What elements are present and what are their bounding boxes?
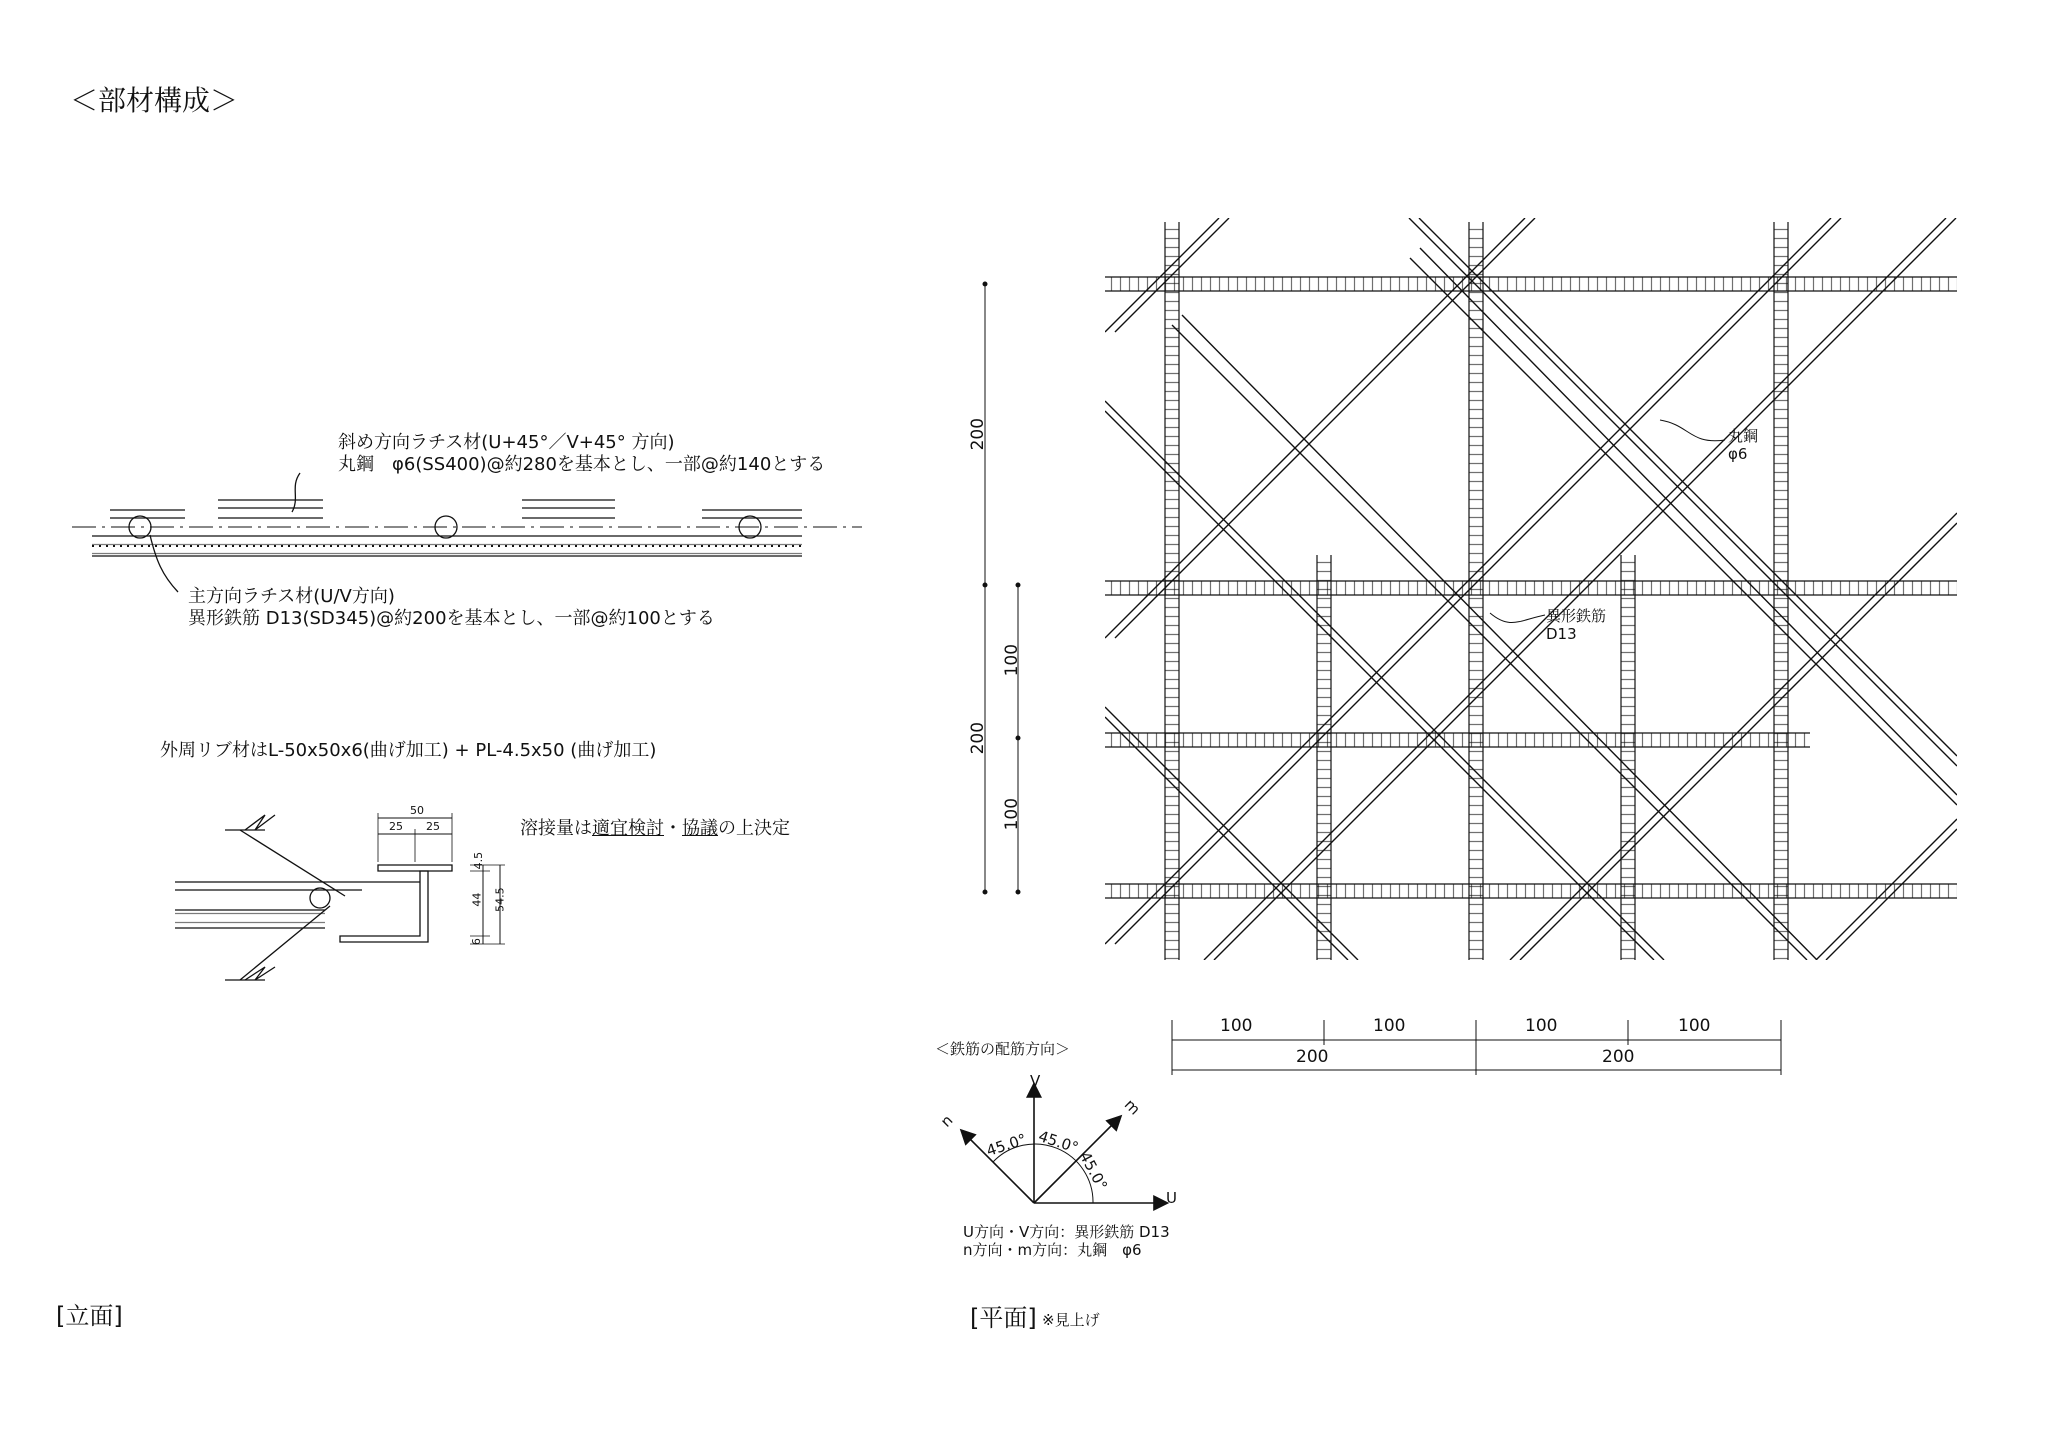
elevation-main-rebar [92,536,802,556]
axis-n-arrow [962,1131,1034,1203]
deformed-bar-label-2: D13 [1546,625,1577,643]
weld-note-underlined-1: 適宜検討 [592,818,664,839]
plan-dim-bottom-100-4: 100 [1678,1016,1711,1036]
plan-dim-bottom-200-1: 200 [1296,1047,1329,1067]
axis-v-label: V [1030,1072,1041,1090]
detail-dim-top-total: 50 [410,804,424,817]
deformed-bar-label-1: 異形鉄筋 [1546,607,1607,625]
direction-legend-line2: n方向・m方向：丸鋼 φ6 [963,1241,1142,1259]
plan-caption: [平面] [970,1304,1037,1332]
weld-note-mid: ・ [664,818,682,839]
plan-dim-left-100-b: 100 [1002,797,1023,831]
plan-main-rebars [1105,222,1957,960]
plan-horizontal-bars [1105,277,1957,898]
plan-dim-bottom-100-3: 100 [1525,1016,1558,1036]
plan-dim-bottom-100-2: 100 [1373,1016,1406,1036]
plan-view [983,218,1957,1075]
angle-label-3: 45.0° [1075,1148,1112,1194]
angle-label-2: 45.0° [1036,1127,1081,1157]
detail-dim-top-half-a: 25 [389,820,403,833]
angle-label-1: 45.0° [984,1130,1029,1160]
direction-legend-graphic [962,1085,1166,1203]
axis-m-label: m [1120,1095,1144,1119]
rib-detail [175,813,505,980]
main-lattice-note-line1: 主方向ラチス材(U/V方向) [188,586,395,607]
elevation-view [72,473,862,592]
elevation-diagonal-bars [110,500,802,538]
axis-u-label: U [1166,1189,1177,1207]
plate [378,865,452,871]
weld-leader-top [240,830,345,896]
plan-caption-note: ※見上げ [1042,1311,1100,1329]
plan-dim-bottom-100-1: 100 [1220,1016,1253,1036]
round-bar-label-2: φ6 [1728,445,1748,463]
weld-note-prefix: 溶接量は [520,818,592,839]
direction-legend-line1: U方向・V方向：異形鉄筋 D13 [963,1223,1170,1241]
direction-legend-title: ＜鉄筋の配筋方向＞ [935,1040,1071,1058]
diag-leader [292,473,300,512]
main-lattice-note-line2: 異形鉄筋 D13(SD345)@約200を基本とし、一部@約100とする [188,608,715,629]
diagonal-lattice-note-line2: 丸鋼 φ6(SS400)@約280を基本とし、一部@約140とする [338,454,826,475]
weld-symbol-top [245,815,275,830]
rib-member-note: 外周リブ材はL-50x50x6(曲げ加工) + PL-4.5x50 (曲げ加工) [160,740,657,761]
weld-symbol-bottom [245,967,275,980]
plan-bottom-dim-lines [1172,1020,1781,1075]
plan-left-dim-lines [983,282,1023,894]
detail-dim-v-c: 6 [469,938,483,946]
page-heading: ＜部材構成＞ [70,84,239,117]
detail-dim-v-b: 44 [470,892,484,907]
axis-n-label: n [937,1111,957,1131]
round-bar-label-1: 丸鋼 [1728,427,1759,445]
plan-dim-left-100-a: 100 [1002,643,1023,677]
detail-dim-v-total: 54.5 [493,887,507,912]
weld-note-suffix: の上決定 [718,818,790,839]
detail-dim-v-a: 4.5 [472,851,486,870]
weld-note-underlined-2: 協議 [682,818,718,839]
diagonal-lattice-note-line1: 斜め方向ラチス材(U+45°／V+45° 方向) [338,432,675,453]
plan-dim-left-200-bottom: 200 [968,721,989,755]
detail-dim-top-half-b: 25 [426,820,440,833]
plan-dim-bottom-200-2: 200 [1602,1047,1635,1067]
axis-m-arrow [1034,1117,1120,1203]
elevation-caption: [立面] [56,1302,123,1330]
plan-dim-left-200-top: 200 [968,417,989,451]
